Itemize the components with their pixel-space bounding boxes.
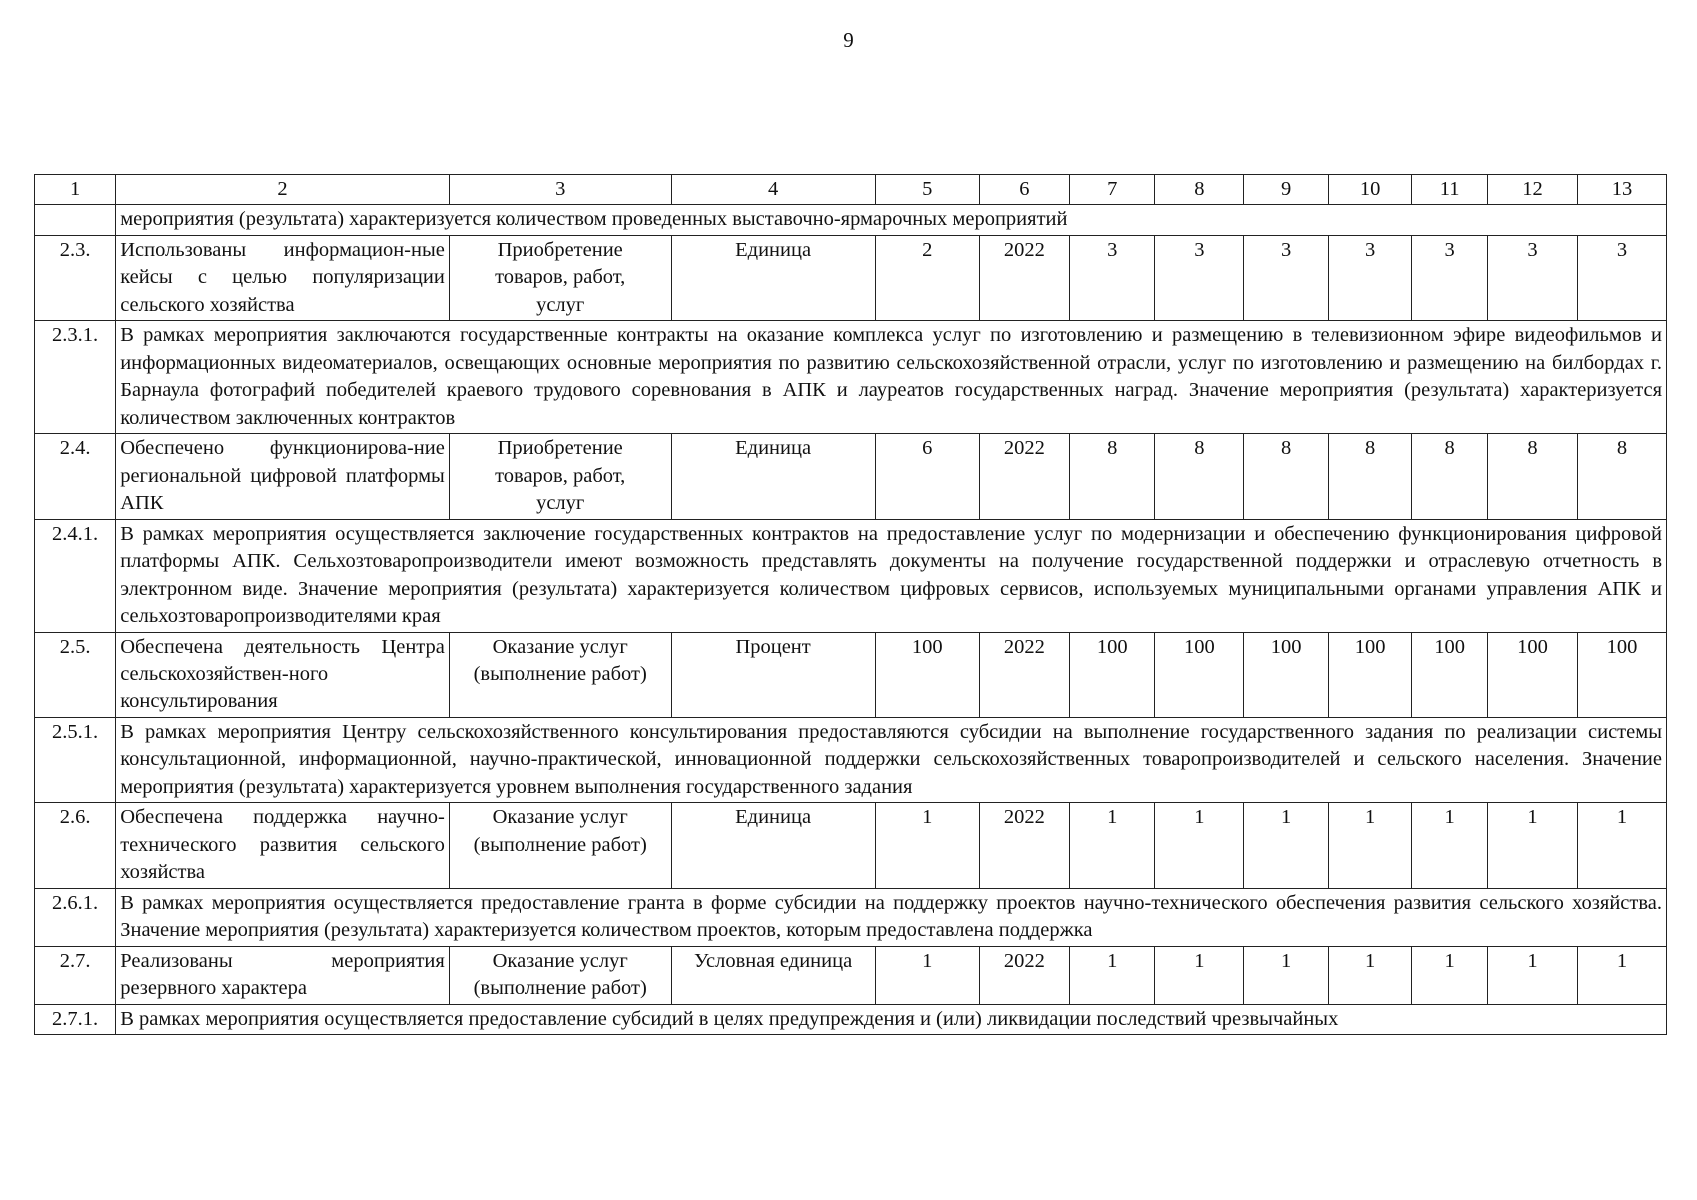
indicator-type: Приобретение товаров, работ, услуг [449,235,671,320]
description-row [35,888,1667,946]
description-row [35,1004,1667,1034]
year-value: 3 [1244,235,1329,320]
year-value: 1 [1069,803,1155,888]
year-value: 100 [1577,632,1666,717]
year-value: 100 [1412,632,1488,717]
year-value: 8 [1488,434,1578,519]
year-value: 1 [1488,803,1578,888]
indicator-name: Обеспечено функционирова-ние региональной цифровой платформы АПК [116,434,450,519]
indicator-name: Обеспечена поддержка научно-технического развития сельского хозяйства [116,803,450,888]
row-number: 2.5. [35,632,116,717]
row-number: 2.7. [35,946,116,1004]
year-value: 1 [1412,803,1488,888]
year-value: 1 [1577,946,1666,1004]
year-value: 100 [1155,632,1244,717]
column-number-header: 5 [875,175,979,205]
base-year: 2022 [979,434,1069,519]
row-description: В рамках мероприятия осуществляется заключение государственных контрактов на предоставление услуг по модернизации и обеспечению функционирования цифровой платформы АПК. Сельхозтоваропроизводители имеют возможность представлять документы на получение государственной поддержки и отраслевую отчетность в электронном виде. Значение мероприятия (результата) характеризуется количеством цифровых сервисов, используемых муниципальными органами управления АПК и сельхозтоваропроизводителями края [116,519,1667,632]
row-description: В рамках мероприятия осуществляется предоставление субсидий в целях предупреждения и (или) ликвидации последствий чрезвычайных [116,1004,1667,1034]
description-row [35,321,1667,434]
column-numbers-row [35,175,1667,205]
indicator-type: Оказание услуг (выполнение работ) [449,632,671,717]
base-year: 2022 [979,632,1069,717]
year-value: 3 [1412,235,1488,320]
base-year: 2022 [979,803,1069,888]
year-value: 1 [1328,946,1411,1004]
year-value: 3 [1488,235,1578,320]
indicator-row [35,235,1667,320]
column-number-header: 12 [1488,175,1578,205]
year-value: 8 [1577,434,1666,519]
row-number: 2.7.1. [35,1004,116,1034]
indicator-type: Оказание услуг (выполнение работ) [449,803,671,888]
column-number-header: 8 [1155,175,1244,205]
indicator-row [35,632,1667,717]
indicator-name: Использованы информацион-ные кейсы с целью популяризации сельского хозяйства [116,235,450,320]
indicator-name: Реализованы мероприятия резервного характера [116,946,450,1004]
column-number-header: 6 [979,175,1069,205]
year-value: 1 [1412,946,1488,1004]
row-number: 2.4.1. [35,519,116,632]
continuation-text: мероприятия (результата) характеризуется количеством проведенных выставочно-ярмарочных мероприятий [116,205,1667,235]
base-year: 2022 [979,946,1069,1004]
year-value: 1 [1488,946,1578,1004]
indicator-row [35,803,1667,888]
year-value: 100 [1488,632,1578,717]
base-value: 1 [875,803,979,888]
year-value: 1 [1577,803,1666,888]
base-value: 2 [875,235,979,320]
unit-of-measure: Единица [671,434,875,519]
column-number-header: 7 [1069,175,1155,205]
row-number: 2.3. [35,235,116,320]
row-number: 2.6. [35,803,116,888]
description-row [35,519,1667,632]
indicator-type: Приобретение товаров, работ, услуг [449,434,671,519]
year-value: 1 [1155,803,1244,888]
base-value: 100 [875,632,979,717]
description-row [35,717,1667,802]
year-value: 3 [1155,235,1244,320]
row-number: 2.6.1. [35,888,116,946]
year-value: 3 [1328,235,1411,320]
year-value: 3 [1577,235,1666,320]
year-value: 1 [1155,946,1244,1004]
column-number-header: 1 [35,175,116,205]
column-number-header: 2 [116,175,450,205]
row-number: 2.3.1. [35,321,116,434]
year-value: 8 [1244,434,1329,519]
unit-of-measure: Процент [671,632,875,717]
column-number-header: 11 [1412,175,1488,205]
year-value: 100 [1069,632,1155,717]
year-value: 8 [1412,434,1488,519]
indicator-row [35,946,1667,1004]
row-description: В рамках мероприятия заключаются государственные контракты на оказание комплекса услуг по изготовлению и размещению в телевизионном эфире видеофильмов и информационных видеоматериалов, освещающих основные мероприятия по развитию сельскохозяйственной отрасли, услуг по изготовлению и размещению на билбордах г. Барнаула фотографий победителей краевого трудового соревнования в АПК и лауреатов государственных наград. Значение мероприятия (результата) характеризуется количеством заключенных контрактов [116,321,1667,434]
page-number: 9 [843,28,854,52]
indicators-table [34,174,1667,1035]
unit-of-measure: Единица [671,803,875,888]
year-value: 100 [1244,632,1329,717]
indicator-name: Обеспечена деятельность Центра сельскохозяйствен-ного консультирования [116,632,450,717]
year-value: 8 [1069,434,1155,519]
year-value: 1 [1328,803,1411,888]
row-number: 2.4. [35,434,116,519]
year-value: 1 [1244,803,1329,888]
column-number-header: 4 [671,175,875,205]
row-description: В рамках мероприятия Центру сельскохозяйственного консультирования предоставляются субсидии на выполнение государственного задания по реализации системы консультационной, информационной, научно-практической, инновационной поддержки сельскохозяйственных товаропроизводителей и сельского населения. Значение мероприятия (результата) характеризуется уровнем выполнения государственного задания [116,717,1667,802]
year-value: 8 [1328,434,1411,519]
indicator-row [35,434,1667,519]
year-value: 1 [1069,946,1155,1004]
year-value: 100 [1328,632,1411,717]
year-value: 3 [1069,235,1155,320]
year-value: 1 [1244,946,1329,1004]
column-number-header: 3 [449,175,671,205]
column-number-header: 10 [1328,175,1411,205]
row-number: 2.5.1. [35,717,116,802]
column-number-header: 9 [1244,175,1329,205]
base-year: 2022 [979,235,1069,320]
column-number-header: 13 [1577,175,1666,205]
base-value: 6 [875,434,979,519]
row-description: В рамках мероприятия осуществляется предоставление гранта в форме субсидии на поддержку проектов научно-технического обеспечения развития сельского хозяйства. Значение мероприятия (результата) характеризуется количеством проектов, которым предоставлена поддержка [116,888,1667,946]
unit-of-measure: Единица [671,235,875,320]
base-value: 1 [875,946,979,1004]
continuation-row [35,205,1667,235]
year-value: 8 [1155,434,1244,519]
unit-of-measure: Условная единица [671,946,875,1004]
indicator-type: Оказание услуг (выполнение работ) [449,946,671,1004]
continuation-num-cell [35,205,116,235]
